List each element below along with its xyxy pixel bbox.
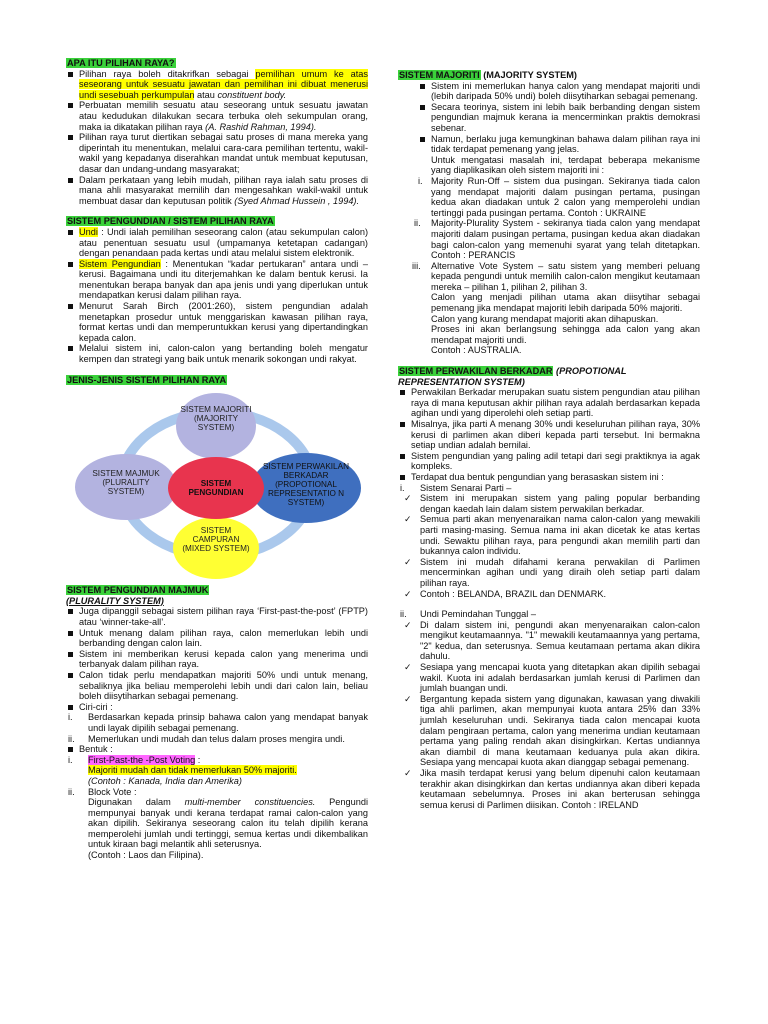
section-title-apa-itu-pilihan-raya: APA ITU PILIHAN RAYA? [67, 58, 175, 68]
list-item: Sistem ini memerlukan hanya calon yang mendapat majoriti undi (lebih daripada 50% undi) boleh diisytiharkan sebagai pemenang. [418, 81, 700, 102]
list-item: Namun, berlaku juga kemungkinan bahawa dalam pilihan raya ini tidak terdapat pemenang yang jelas. [418, 134, 700, 155]
section-title-majoriti: SISTEM MAJORITI (MAJORITY SYSTEM) [399, 70, 577, 80]
list-item: Secara teorinya, sistem ini lebih baik berbanding dengan sistem pengundian majmuk kerana ia mencerminkan praktis demokrasi sebenar. [418, 102, 700, 134]
list-item: Misalnya, jika parti A menang 30% undi keseluruhan pilihan raya, 30% kerusi di parlimen akan diberi kepada parti tersebut. Ini bermakna setiap undian adalah bernilai. [398, 419, 700, 451]
list-item: i. Berdasarkan kepada prinsip bahawa calon yang mendapat banyak undi layak dipilih sebagai pemenang. [68, 712, 368, 733]
list-item: Pilihan raya turut diertikan sebagai satu proses di mana mereka yang diperintah itu menentukan, melalui cara-cara pemilihan tertentu, wakil-wakil yang kepadanya diserahkan mandat untuk membuat keputusan, dasar dan undang-undang masyarakat; [66, 132, 368, 174]
list-item: Melalui sistem ini, calon-calon yang bertanding boleh mengatur kempen dan strategi yang baik untuk menarik sokongan undi rakyat. [66, 343, 368, 364]
section-subtitle-plurality: (PLURALITY SYSTEM) [66, 595, 164, 606]
list-item: Bentuk : [66, 744, 368, 755]
stv-heading [398, 609, 700, 620]
section-title-majmuk: SISTEM PENGUNDIAN MAJMUK [67, 585, 209, 596]
right-column [398, 70, 700, 810]
diagram-node-center: SISTEM PENGUNDIAN [188, 479, 244, 498]
section-title-perwakilan-berkadar: SISTEM PERWAKILAN BERKADAR (PROPOTIONAL REPRESENTATION SYSTEM) [398, 366, 627, 387]
list-item: ii. Undi Pemindahan Tunggal – [400, 609, 536, 620]
list-item: ✓ Di dalam sistem ini, pengundi akan menyenaraikan calon-calon mengikut keutamaannya. "1" mewakili keutamaannya yang pertama, "2" kedua, dan seterusnya. Semua keutamaan pertama akan dikira dahulu. [398, 620, 700, 662]
list-item: Juga dipanggil sebagai sistem pilihan raya ‘First-past-the-post’ (FPTP) atau ‘winner-take-all’. [66, 606, 368, 627]
voting-system-list [66, 227, 368, 365]
list-item: Sistem ini memberikan kerusi kepada calon yang menerima undi terbanyak dalam pilihan raya. [66, 649, 368, 670]
list-item: ✓ Semua parti akan menyenaraikan nama calon-calon yang mewakili parti masing-masing. Semua nama ini akan dicetak ke atas kertas undi. Sewaktu pilihan raya, para pengundi akan memilih parti dan bukannya calon individu. [398, 514, 700, 556]
diagram-node-right: SISTEM PERWAKILAN BERKADAR (PROPOTIONAL REPRESENTATIO N SYSTEM) [263, 462, 349, 508]
list-item: ii. Majority-Plurality System - sekiranya tiada calon yang mendapat majoriti dalam pusingan pertama, pusingan kedua akan diadakan bagi calon-calon yang memenuhi syarat yang telah ditetapkan. Contoh : PERANCIS [414, 218, 700, 261]
ciri-list [66, 712, 368, 744]
list-item: ✓ Sistem ini mudah difahami kerana perwakilan di Parlimen mencerminkan agihan undi yang diraih oleh setiap parti dalam pilihan raya. [398, 557, 700, 589]
party-list-items [398, 493, 700, 599]
list-item: Perwakilan Berkadar merupakan suatu sistem pengundian atau pilihan raya di mana keputusan akhir pilihan raya adalah berdasarkan kepada agihan undi yang diperolehi oleh setiap parti. [398, 387, 700, 419]
section-title-jenis-jenis: JENIS-JENIS SISTEM PILIHAN RAYA [67, 374, 227, 385]
list-item: ✓ Sistem ini merupakan sistem yang paling popular berbanding dengan kaedah lain dalam sistem perwakilan berkadar. [398, 493, 700, 514]
section-title-sistem-pengundian: SISTEM PENGUNDIAN / SISTEM PILIHAN RAYA [67, 216, 274, 227]
list-item: Sistem pengundian yang paling adil tetapi dari segi praktiknya ia agak kompleks. [398, 451, 700, 472]
proportional-list [398, 387, 700, 482]
stv-items [398, 620, 700, 811]
majority-list [398, 81, 700, 155]
list-item: i. Sistem Senarai Parti – [400, 482, 512, 493]
diagram-node-top: SISTEM MAJORITI (MAJORITY SYSTEM) [180, 405, 252, 433]
list-item: ii. Block Vote : Digunakan dalam multi-member constituencies. Pengundi mempunyai banyak undi kerana terdapat ramai calon-calon yang akan dipilih. Sekiranya seseorang calon itu telah dipilih kerana memperolehi jumlah undi tertinggi, semua kertas undi dikembalikan untuk kiraan bagi melantik ahli seterusnya. (Contoh : Laos dan Filipina). [68, 786, 368, 861]
list-item: Ciri-ciri : [66, 702, 368, 713]
list-item: Dalam perkataan yang lebih mudah, pilihan raya ialah satu proses di mana ahli masyarakat memilih dan mengesahkan wakil-wakil untuk membuat dasar dan keputusan politik (Syed Ahmad Hussein , 1994). [66, 175, 368, 207]
majority-mechanisms [398, 176, 700, 356]
majority-paragraph: Untuk mengatasi masalah ini, terdapat beberapa mekanisme yang diaplikasikan oleh sistem majoriti ini : [431, 154, 700, 176]
left-column [66, 58, 368, 861]
list-item: Menurut Sarah Birch (2001:260), sistem pengundian adalah menetapkan prosedur untuk menggariskan kawasan pilihan raya, format kertas undi dan memperuntukkan kerusi yang dipertandingkan kepada calon. [66, 301, 368, 343]
diagram-node-bottom: SISTEM CAMPURAN (MIXED SYSTEM) [182, 526, 250, 554]
list-item: Calon tidak perlu mendapatkan majoriti 50% undi untuk menang, sebaliknya jika beliau memperolehi lebih undi dari calon lain, beliau boleh diisytiharkan sebagai pemenang. [66, 670, 368, 702]
list-item: ii. Memerlukan undi mudah dan telus dalam proses mengira undi. [68, 733, 345, 744]
list-item: Terdapat dua bentuk pengundian yang berasaskan sistem ini : [398, 472, 700, 483]
list-item: ✓ Sesiapa yang mencapai kuota yang ditetapkan akan dipilih sebagai wakil. Kuota ini adalah berdasarkan jumlah kerusi di Parlimen dan jumlah buangan undi. [398, 662, 700, 694]
party-list-heading [398, 483, 700, 494]
definition-list [66, 69, 368, 207]
list-item: Perbuatan memilih sesuatu atau seseorang untuk sesuatu jawatan atau kedudukan dilakukan secara terbuka oleh sekumpulan orang, maka ia dikatakan pilihan raya (A. Rashid Rahman, 1994). [66, 100, 368, 132]
list-item: ✓ Bergantung kepada sistem yang digunakan, kawasan yang diwakili tiga ahli parlimen, akan mempunyai kuota antara 25% dan 33% jumlah keseluruhan undi. Sekiranya tiada calon mencapai kuota dalam pengiraan pertama, calon yang menerima undian keutamaan pertama yang paling rendah akan disingkirkan. Kertas undiannya akan diambil di mana keutamaan keduanya pula akan dikira. Sesiapa yang mencapai kuota akan dianggap sebagai pemenang. [398, 694, 700, 768]
diagram-node-left: SISTEM MAJMUK (PLURALITY SYSTEM) [92, 469, 160, 497]
voting-systems-diagram [66, 389, 368, 579]
list-item: Untuk menang dalam pilihan raya, calon memerlukan lebih undi berbanding dengan calon lain. [66, 628, 368, 649]
bentuk-types [66, 755, 368, 861]
list-item: ✓ Contoh : BELANDA, BRAZIL dan DENMARK. [398, 589, 700, 600]
list-item: ✓ Jika masih terdapat kerusi yang belum dipenuhi calon keutamaan terakhir akan disingkirkan dan kertas undiannya akan diberi kepada keutamaan sebelumnya. Proses ini akan berterusan sehingga semua kerusi di Parlimen diisikan. Contoh : IRELAND [398, 768, 700, 810]
list-item: Undi : Undi ialah pemilihan seseorang calon (atau sekumpulan calon) atau penentuan sesuatu usul (umpamanya ketetapan cadangan) dengan penandaan pada kertas undi atau melalui sistem elektronik. [66, 227, 368, 259]
list-item: i. First-Past-the -Post Voting : Majoriti mudah dan tidak memerlukan 50% majoriti. (Contoh : Kanada, India dan Amerika) [68, 754, 297, 786]
list-item: Sistem Pengundian : Menentukan “kadar pertukaran” antara undi – kerusi. Bagaimana undi itu diterjemahkan ke dalam bentuk kerusi. Ia menentukan berapa banyak dan apa jenis undi yang diperlukan untuk mendapatkan kerusi dalam pilihan raya. [66, 259, 368, 301]
list-item: i. Majority Run-Off – sistem dua pusingan. Sekiranya tiada calon yang mendapat majoriti dalam pusingan pertama, pusingan kedua akan diadakan untuk 2 calon yang memperolehi undian tertinggi pada pusingan pertama. Contoh : UKRAINE [418, 175, 700, 218]
plurality-list [66, 606, 368, 712]
bentuk-list [66, 744, 368, 755]
list-item: Pilihan raya boleh ditakrifkan sebagai pemilihan umum ke atas seseorang untuk sesuatu jawatan dan pemilihan ini dibuat menerusi undi sesebuah perkumpulan atau constituent body. [66, 69, 368, 101]
list-item: iii. Alternative Vote System – satu sistem yang memberi peluang kepada pengundi untuk memilih calon-calon mengikut keutamaan mereka – pilihan 1, pilihan 2, pilihan 3. Calon yang menjadi pilihan utama akan diisytihar sebagai pemenang jika mendapat majoriti lebih daripada 50% majoriti. Calon yang kurang mendapat majoriti akan dihapuskan. Proses ini akan berlangsung sehingga ada calon yang akan mendapat majoriti undi. Contoh : AUSTRALIA. [412, 260, 700, 356]
